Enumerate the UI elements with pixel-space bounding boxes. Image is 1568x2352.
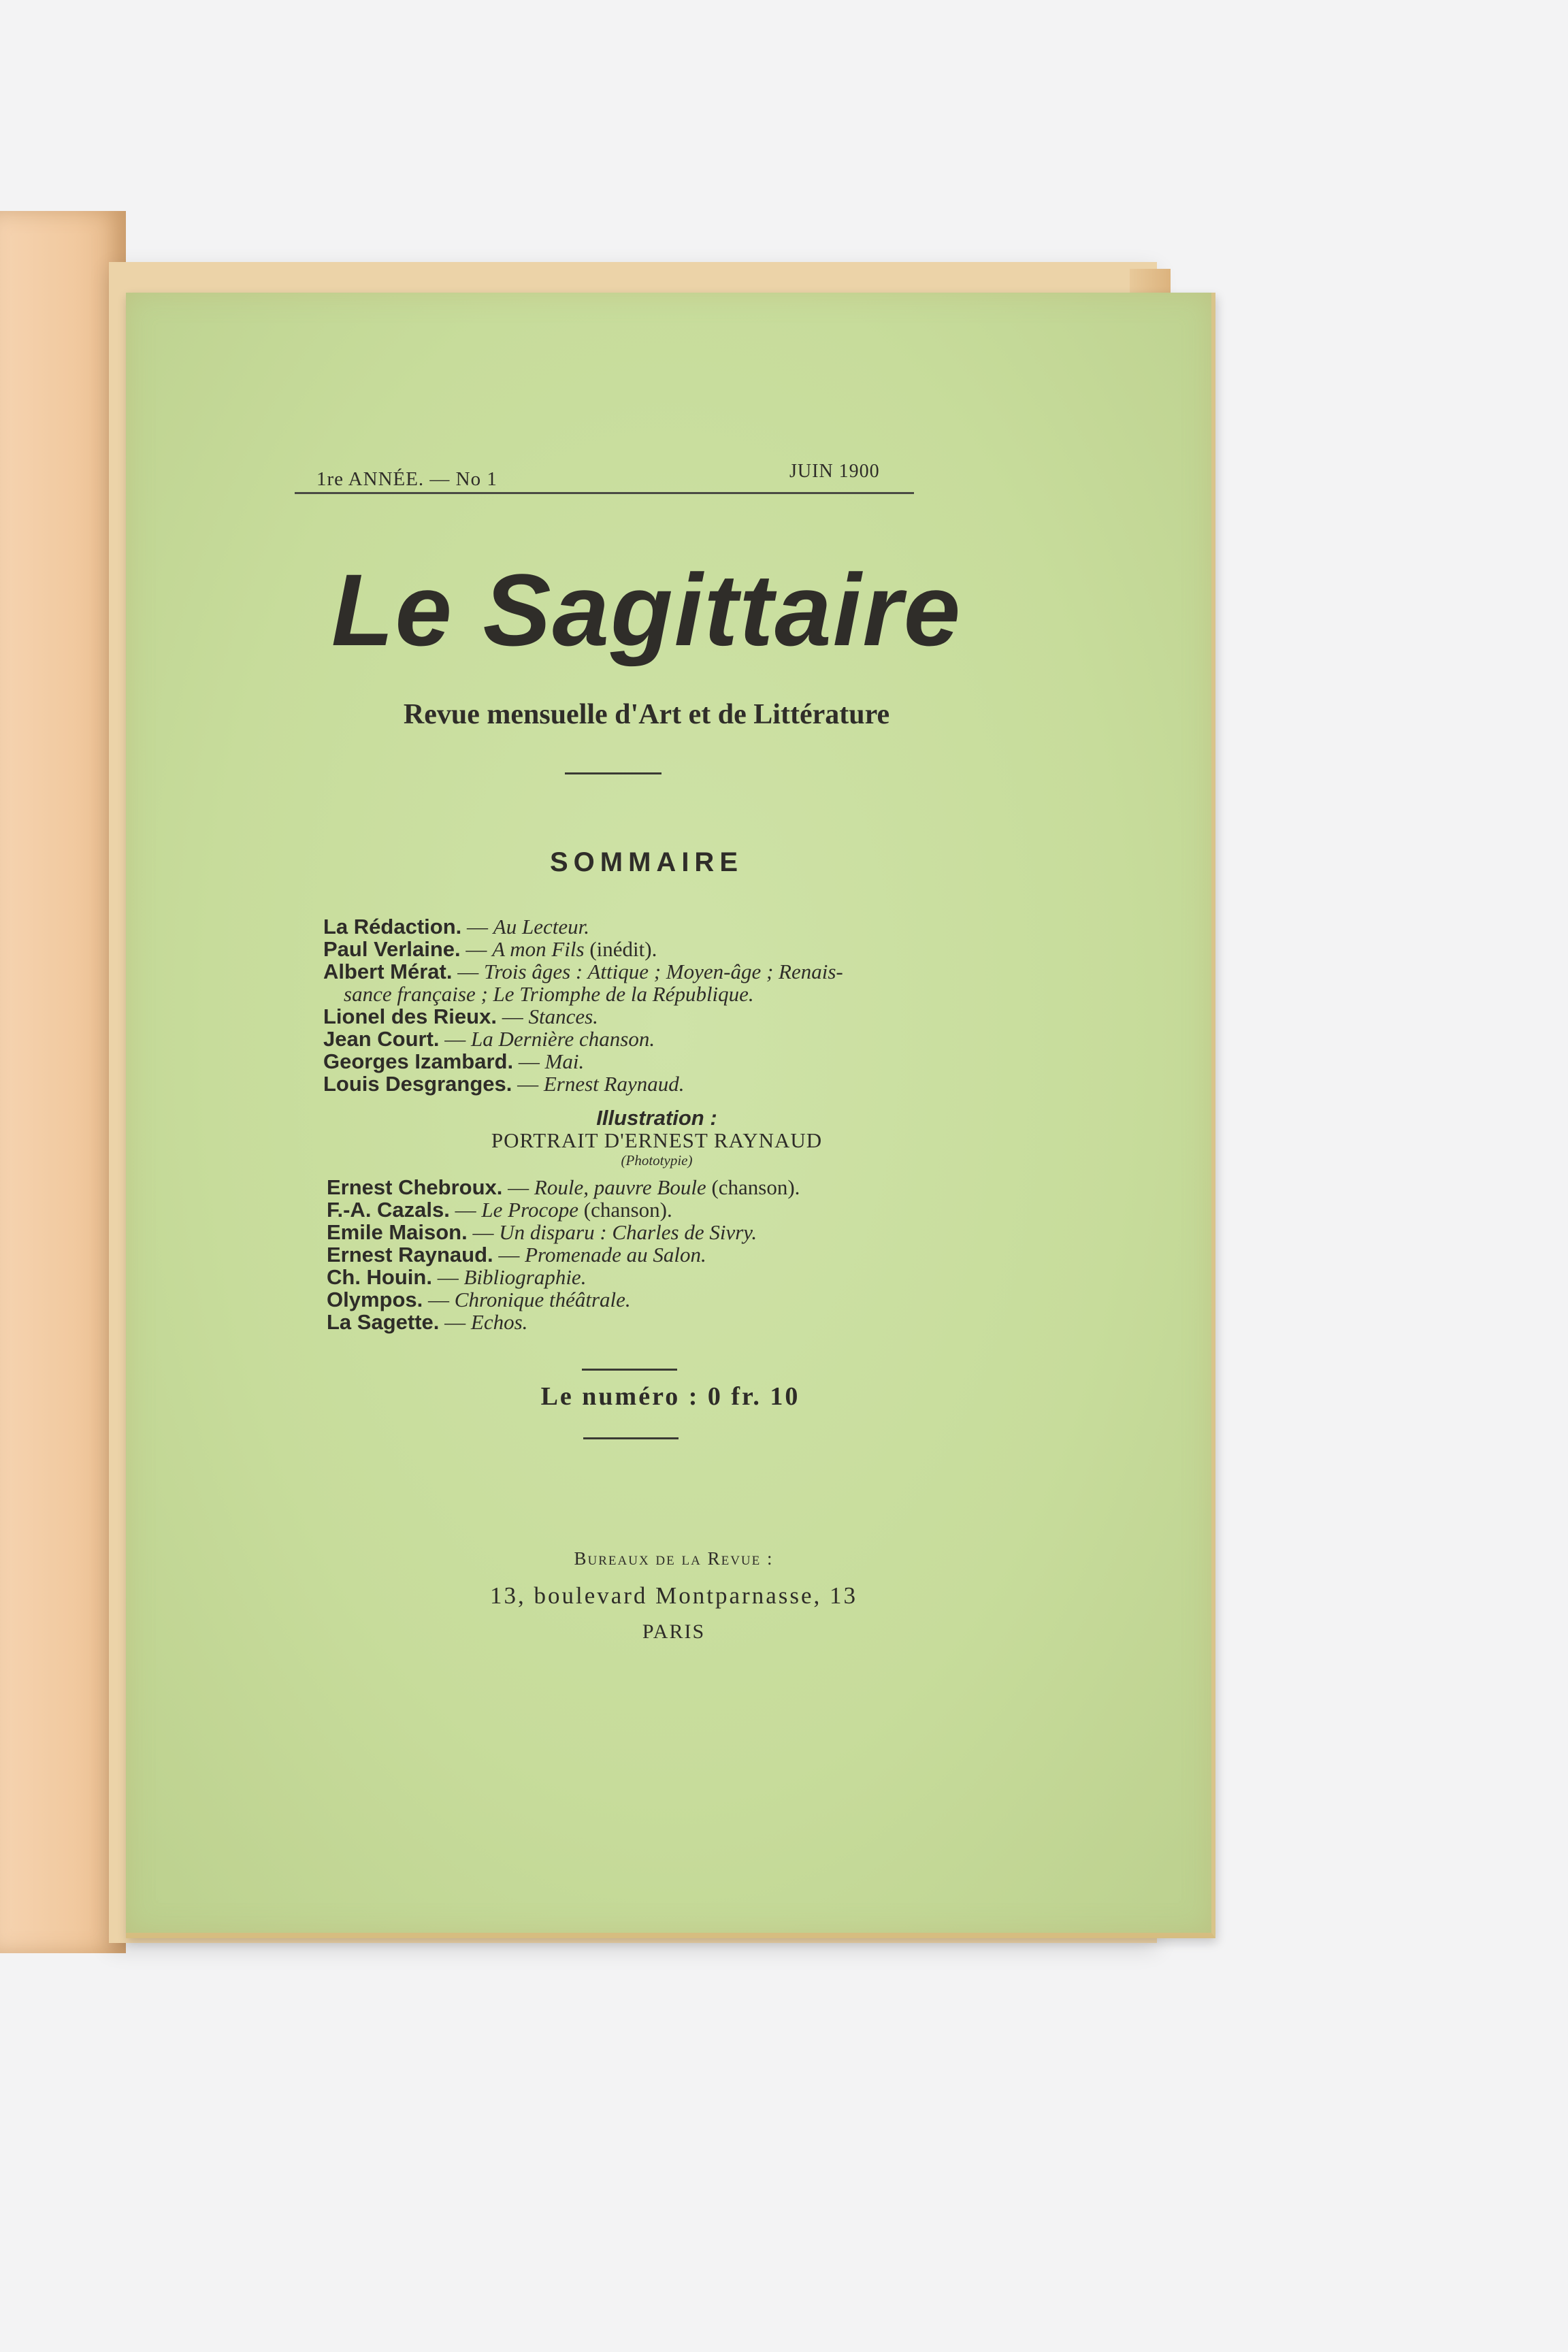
issue-number: 1re ANNÉE. — No 1 xyxy=(316,468,497,490)
contents-heading: SOMMAIRE xyxy=(550,847,743,877)
toc-entry: Ch. Houin. — Bibliographie. xyxy=(327,1265,587,1289)
office-address: 13, boulevard Montparnasse, 13 xyxy=(489,1582,858,1609)
open-left-page xyxy=(0,211,126,1953)
illustration-label: Illustration : xyxy=(596,1106,717,1130)
divider-rule xyxy=(565,772,662,774)
contents-list-part2 xyxy=(327,1176,800,1333)
magazine-cover xyxy=(126,293,1215,1938)
illustration-title: PORTRAIT D'ERNEST RAYNAUD xyxy=(491,1128,823,1152)
toc-entry: F.-A. Cazals. — Le Procope (chanson). xyxy=(327,1198,672,1222)
price-rule-top xyxy=(582,1369,677,1371)
header-rule xyxy=(295,492,914,494)
issue-price: Le numéro : 0 fr. 10 xyxy=(540,1382,800,1411)
toc-entry: Paul Verlaine. — A mon Fils (inédit). xyxy=(323,937,657,961)
toc-entry: Olympos. — Chronique théâtrale. xyxy=(327,1288,631,1311)
contents-list-part1 xyxy=(323,915,843,1095)
price-rule-bottom xyxy=(583,1437,679,1439)
toc-entry: Louis Desgranges. — Ernest Raynaud. xyxy=(323,1072,685,1096)
illustration-note: (Phototypie) xyxy=(621,1152,693,1169)
toc-entry: Lionel des Rieux. — Stances. xyxy=(323,1004,598,1028)
toc-entry: Ernest Chebroux. — Roule, pauvre Boule (chanson). xyxy=(327,1175,800,1199)
office-city: PARIS xyxy=(642,1620,706,1643)
toc-entry: Emile Maison. — Un disparu : Charles de Sivry. xyxy=(327,1220,757,1244)
office-heading: Bureaux de la Revue : xyxy=(574,1548,774,1569)
toc-entry: Albert Mérat. — Trois âges : Attique ; Moyen-âge ; Renais- xyxy=(323,960,843,983)
toc-entry: La Rédaction. — Au Lecteur. xyxy=(323,915,589,938)
toc-entry: Ernest Raynaud. — Promenade au Salon. xyxy=(327,1243,706,1267)
toc-entry: La Sagette. — Echos. xyxy=(327,1310,528,1334)
toc-entry: Georges Izambard. — Mai. xyxy=(323,1049,585,1073)
magazine-title: Le Sagittaire xyxy=(331,553,962,667)
issue-date: JUIN 1900 xyxy=(789,461,880,482)
magazine-subtitle: Revue mensuelle d'Art et de Littérature xyxy=(403,699,890,730)
toc-entry-continuation: sance française ; Le Triomphe de la République. xyxy=(344,982,754,1006)
toc-entry: Jean Court. — La Dernière chanson. xyxy=(323,1027,655,1051)
